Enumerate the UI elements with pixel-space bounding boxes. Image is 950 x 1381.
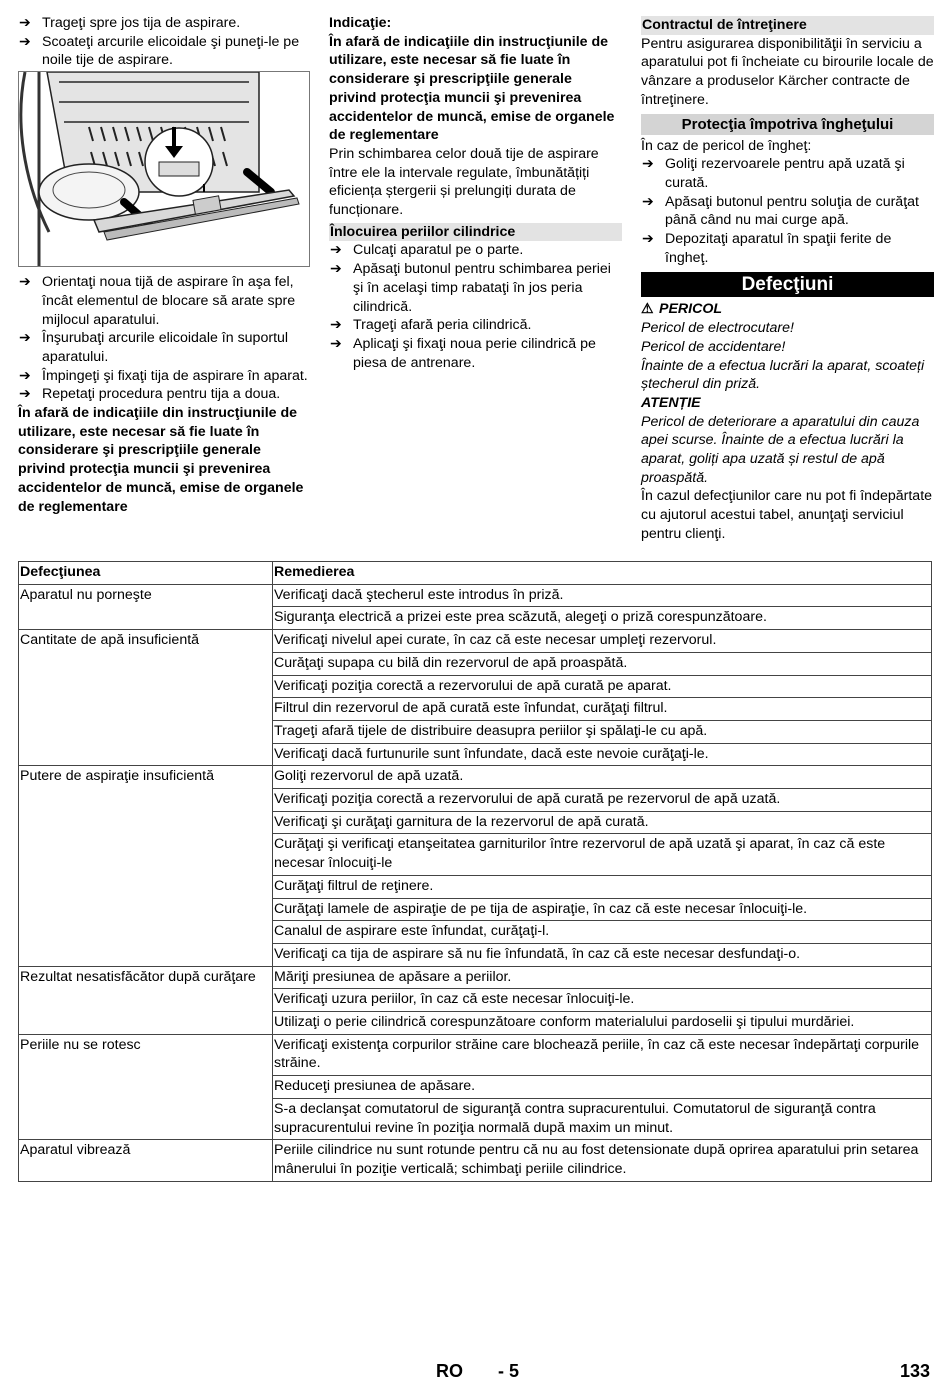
arrow-right-icon: ➔ — [19, 33, 31, 50]
remedy-cell: Verificaţi poziţia corectă a rezervorului de apă curată pe aparat. — [273, 675, 932, 698]
table-row — [19, 630, 932, 653]
table-row — [19, 743, 932, 766]
fault-cell: Periile nu se rotesc — [19, 1034, 273, 1075]
danger-lines — [641, 319, 934, 394]
safety-note-bold: În afară de indicaţiile din instrucţiunile de utilizare, este necesar să fie luate în considerare şi prescripţiile generale privind protecţia muncii şi prevenirea accidentelor de muncă, emise de organele de reglementare — [18, 405, 304, 515]
table-row — [19, 1076, 932, 1099]
remedy-cell: Canalul de aspirare este înfundat, curăţaţi-l. — [273, 921, 932, 944]
remedy-cell: Filtrul din rezervorul de apă curată este înfundat, curăţaţi filtrul. — [273, 698, 932, 721]
fault-cell: Rezultat nesatisfăcător după curăţare — [19, 966, 273, 989]
table-row — [19, 921, 932, 944]
table-row — [19, 766, 932, 789]
fault-cell — [19, 675, 273, 698]
remedy-cell: Verificaţi uzura periilor, în caz că este necesar înlocuiţi-le. — [273, 989, 932, 1012]
list-item-text: Repetaţi procedura pentru tija a doua. — [42, 386, 281, 403]
danger-line: Înainte de a efectua lucrări la aparat, scoateți ștecherul din priză. — [641, 357, 925, 393]
fault-cell — [19, 811, 273, 834]
list-item — [329, 260, 622, 316]
fault-cell — [19, 743, 273, 766]
list-item-text: Goliţi rezervoarele pentru apă uzată şi curată. — [665, 156, 905, 191]
arrow-right-icon: ➔ — [19, 330, 31, 347]
table-row — [19, 1140, 932, 1181]
fault-cell — [19, 943, 273, 966]
remedy-cell: Curăţaţi şi verificaţi etanşeitatea garniturilor între rezervorul de apă uzată şi aparat, în caz că este necesar înlocuiţi-le — [273, 834, 932, 875]
remedy-cell: Siguranţa electrică a prizei este prea scăzută, alegeţi o priză corespunzătoare. — [273, 607, 932, 630]
list-item — [18, 385, 310, 404]
list-item — [641, 230, 934, 267]
fault-cell: Cantitate de apă insuficientă — [19, 630, 273, 653]
table-row — [19, 1098, 932, 1139]
list-item-text: Trageţi spre jos tija de aspirare. — [42, 15, 241, 31]
steps-bottom — [18, 273, 310, 404]
arrow-right-icon: ➔ — [330, 261, 342, 278]
list-item — [641, 193, 934, 230]
table-row — [19, 966, 932, 989]
fault-cell — [19, 1098, 273, 1139]
column-right — [641, 14, 934, 544]
list-item-text: Apăsaţi butonul pentru soluţia de curăţat până când nu mai curge apă. — [665, 193, 919, 229]
suction-bar-illustration — [18, 71, 310, 267]
remedy-cell: Curăţaţi filtrul de reţinere. — [273, 875, 932, 898]
brush-replacement-steps — [329, 241, 622, 372]
danger-label: PERICOL — [659, 301, 723, 318]
arrow-right-icon: ➔ — [642, 193, 654, 210]
table-row — [19, 675, 932, 698]
table-row — [19, 1012, 932, 1035]
fault-cell — [19, 898, 273, 921]
contract-text: Pentru asigurarea disponibilităţii în serviciu a aparatului pot fi încheiate cu birourile locale de vânzare a produselor Kärcher contracte de întreţinere. — [641, 35, 934, 108]
fault-cell: Putere de aspiraţie insuficientă — [19, 766, 273, 789]
arrow-right-icon: ➔ — [19, 386, 31, 403]
table-header-row — [19, 562, 932, 585]
remedy-cell: S-a declanşat comutatorul de siguranţă contra supracurentului. Comutatorul de siguranţă contra supracurentului revine în poziţia normală după maxim un minut. — [273, 1098, 932, 1139]
remedy-cell: Verificaţi dacă ştecherul este introdus în priză. — [273, 584, 932, 607]
table-row — [19, 875, 932, 898]
list-item — [18, 273, 310, 329]
steps-top — [18, 14, 310, 70]
table-row — [19, 943, 932, 966]
note-text: Prin schimbarea celor două tije de aspirare între ele la intervale regulate, îmbunătățiți eficiența ștergerii și prelungiți durata de funcționare. — [329, 145, 599, 219]
table-row — [19, 989, 932, 1012]
fault-cell — [19, 789, 273, 812]
list-item-text: Scoateţi arcurile elicoidale şi puneţi-le pe noile tije de aspirare. — [42, 33, 300, 69]
list-item-text: Depozitaţi aparatul în spaţii ferite de îngheţ. — [665, 231, 892, 266]
arrow-right-icon: ➔ — [642, 156, 654, 173]
table-row — [19, 811, 932, 834]
list-item-text: Orientaţi noua tijă de aspirare în aşa fel, încât elementul de blocare să arate spre mijlocul aparatului. — [42, 274, 296, 328]
fault-cell — [19, 1012, 273, 1035]
caution-label: ATENȚIE — [641, 394, 701, 411]
remedy-cell: Verificaţi ca tija de aspirare să nu fie înfundată, în caz că este necesar desfundaţi-o. — [273, 943, 932, 966]
arrow-right-icon: ➔ — [642, 231, 654, 248]
arrow-right-icon: ➔ — [19, 274, 31, 291]
header-fault: Defecţiunea — [19, 562, 273, 585]
caution-text: Pericol de deteriorare a aparatului din cauza apei scurse. Înainte de a efectua lucrări la aparat, goliți apa uzată și restul de apă proaspătă. — [641, 413, 920, 486]
table-row — [19, 698, 932, 721]
table-row — [19, 584, 932, 607]
remedy-cell: Verificaţi şi curăţaţi garnitura de la rezervorul de apă curată. — [273, 811, 932, 834]
section-title-maintenance-contract: Contractul de întreţinere — [641, 16, 934, 35]
list-item — [329, 335, 622, 372]
footer-page-number: 133 — [900, 1361, 931, 1381]
footer-language: RO — [436, 1361, 463, 1381]
remedy-cell: Verificaţi nivelul apei curate, în caz că este necesar umpleţi rezervorul. — [273, 630, 932, 653]
fault-cell — [19, 698, 273, 721]
column-left — [18, 14, 310, 516]
remedy-cell: Verificaţi dacă furtunurile sunt înfundate, dacă este nevoie curăţaţi-le. — [273, 743, 932, 766]
remedy-cell: Curăţaţi supapa cu bilă din rezervorul de apă proaspătă. — [273, 652, 932, 675]
frost-steps — [641, 155, 934, 267]
header-remedy: Remedierea — [273, 562, 932, 585]
list-item — [18, 329, 310, 366]
table-row — [19, 607, 932, 630]
table-row — [19, 1034, 932, 1075]
table-row — [19, 720, 932, 743]
list-item-text: Aplicaţi şi fixaţi noua perie cilindrică pe piesa de antrenare. — [353, 335, 596, 371]
list-item-text: Împingeţi şi fixaţi tija de aspirare în aparat. — [42, 367, 308, 384]
fault-cell — [19, 720, 273, 743]
list-item — [329, 316, 622, 335]
danger-line: Pericol de electrocutare! — [641, 320, 794, 337]
list-item — [18, 14, 310, 33]
fault-cell: Aparatul vibrează — [19, 1140, 273, 1181]
section-title-brush-replacement: Înlocuirea periilor cilindrice — [329, 223, 622, 242]
list-item — [18, 33, 310, 70]
remedy-cell: Verificaţi poziţia corectă a rezervorului de apă curată pe rezervorul de apă uzată. — [273, 789, 932, 812]
fault-cell — [19, 652, 273, 675]
remedy-cell: Trageţi afară tijele de distribuire deasupra periilor şi spălaţi-le cu apă. — [273, 720, 932, 743]
arrow-right-icon: ➔ — [19, 15, 31, 31]
table-row — [19, 789, 932, 812]
remedy-cell: Curăţaţi lamele de aspiraţie de pe tija de aspiraţie, în caz că este necesar înlocuiţi-le. — [273, 898, 932, 921]
list-item-text: Trageţi afară peria cilindrică. — [353, 317, 532, 334]
table-row — [19, 898, 932, 921]
arrow-right-icon: ➔ — [330, 335, 342, 352]
danger-line: Pericol de accidentare! — [641, 338, 786, 355]
fault-cell — [19, 921, 273, 944]
remedy-cell: Goliţi rezervorul de apă uzată. — [273, 766, 932, 789]
section-title-faults: Defecţiuni — [641, 272, 934, 297]
table-row — [19, 834, 932, 875]
list-item-text: Apăsaţi butonul pentru schimbarea periei şi în acelaşi timp rabataţi în jos peria cilindrică. — [353, 261, 611, 315]
note-label: Indicaţie: — [329, 15, 392, 31]
fault-cell: Aparatul nu porneşte — [19, 584, 273, 607]
fault-cell — [19, 834, 273, 875]
fault-cell — [19, 989, 273, 1012]
remedy-cell: Periile cilindrice nu sunt rotunde pentru că nu au fost detensionate după oprirea aparatului prin setarea mânerului în poziţie verticală; schimbaţi periile cilindrice. — [273, 1140, 932, 1181]
list-item — [18, 367, 310, 386]
section-title-frost-protection: Protecţia împotriva îngheţului — [641, 114, 934, 135]
arrow-right-icon: ➔ — [19, 367, 31, 384]
footer-local-page: - 5 — [498, 1361, 520, 1381]
squeegee-diagram-image — [19, 72, 309, 266]
fault-cell — [19, 607, 273, 630]
troubleshooting-table — [18, 561, 932, 1182]
list-item — [329, 241, 622, 260]
remedy-cell: Reduceţi presiunea de apăsare. — [273, 1076, 932, 1099]
frost-intro: În caz de pericol de îngheţ: — [641, 137, 812, 154]
arrow-right-icon: ➔ — [330, 317, 342, 334]
note-bold: În afară de indicaţiile din instrucţiunile de utilizare, este necesar să fie luate în considerare şi prescripţiile generale privind protecţia muncii şi prevenirea accidentelor de muncă, emise de organele de reglementare — [329, 33, 615, 144]
remedy-cell: Măriţi presiunea de apăsare a periilor. — [273, 966, 932, 989]
list-item — [641, 155, 934, 192]
table-row — [19, 652, 932, 675]
fault-cell — [19, 1076, 273, 1099]
warning-triangle-icon: ⚠ — [641, 301, 654, 318]
list-item-text: Culcaţi aparatul pe o parte. — [353, 242, 524, 259]
arrow-right-icon: ➔ — [330, 242, 342, 259]
column-middle — [329, 14, 622, 372]
fault-cell — [19, 875, 273, 898]
list-item-text: Înşurubaţi arcurile elicoidale în suportul aparatului. — [42, 330, 289, 365]
remedy-cell: Verificaţi existenţa corpurilor străine care blochează periile, în caz că este necesar îndepărtaţi corpurile străine. — [273, 1034, 932, 1075]
remedy-cell: Utilizaţi o perie cilindrică corespunzătoare conform materialului pardoselii şi tipului murdăriei. — [273, 1012, 932, 1035]
danger-heading — [641, 300, 934, 319]
service-note: În cazul defecţiunilor care nu pot fi îndepărtate cu ajutorul acestui tabel, anunţaţi serviciul pentru clienţi. — [641, 488, 933, 542]
